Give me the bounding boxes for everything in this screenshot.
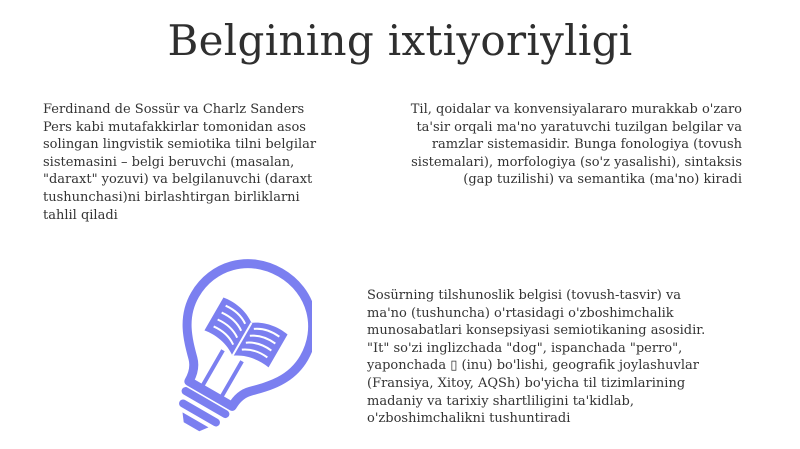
lightbulb-book-svg bbox=[162, 253, 312, 443]
paragraph-line: (Fransiya, Xitoy, AQSh) bo'yicha til tizimlarining bbox=[367, 375, 686, 391]
paragraph-line: tahlil qiladi bbox=[43, 207, 118, 223]
paragraph-line: sistemasini – belgi beruvchi (masalan, bbox=[43, 154, 295, 170]
paragraph-line: Pers kabi mutafakkirlar tomonidan asos bbox=[43, 119, 306, 135]
paragraph-line: Sosürning tilshunoslik belgisi (tovush-tasvir) va bbox=[367, 288, 682, 303]
paragraph-line: Ferdinand de Sossür va Charlz Sanders bbox=[43, 102, 305, 117]
paragraph-line: solingan lingvistik semiotika tilni belgilar bbox=[43, 137, 317, 153]
paragraph-line: Til, qoidalar va konvensiyalararo murakkab o'zaro bbox=[410, 102, 742, 117]
paragraph-language-system bbox=[378, 101, 742, 189]
paragraph-line: "It" so'zi inglizchada "dog", ispanchada "perro", bbox=[367, 340, 683, 356]
paragraph-line: ta'sir orqali ma'no yaratuvchi tuzilgan belgilar va bbox=[416, 119, 742, 135]
paragraph-line: ramzlar sistemasidir. Bunga fonologiya (tovush bbox=[431, 137, 742, 153]
paragraph-arbitrariness bbox=[367, 287, 767, 428]
paragraph-line: sistemalari), morfologiya (so'z yasalishi), sintaksis bbox=[411, 154, 742, 170]
paragraph-line: yaponchada ▯ (inu) bo'lishi, geografik joylashuvlar bbox=[367, 358, 699, 374]
paragraph-line: tushunchasi)ni birlashtirgan birliklarni bbox=[43, 189, 300, 205]
paragraph-semiotics-definition bbox=[43, 101, 363, 224]
paragraph-line: madaniy va tarixiy shartliligini ta'kidlab, bbox=[367, 393, 634, 409]
paragraph-line: o'zboshimchalikni tushuntiradi bbox=[367, 411, 571, 427]
paragraph-line: "daraxt" yozuvi) va belgilanuvchi (daraxt bbox=[43, 172, 313, 188]
paragraph-line: (gap tuzilishi) va semantika (ma'no) kiradi bbox=[463, 172, 742, 188]
paragraph-line: munosabatlari konsepsiyasi semiotikaning asosidir. bbox=[367, 323, 706, 339]
lightbulb-book-icon bbox=[162, 253, 312, 443]
paragraph-line: ma'no (tushuncha) o'rtasidagi o'zboshimchalik bbox=[367, 305, 674, 321]
slide-title: Belgining ixtiyoriyligi bbox=[167, 16, 633, 65]
